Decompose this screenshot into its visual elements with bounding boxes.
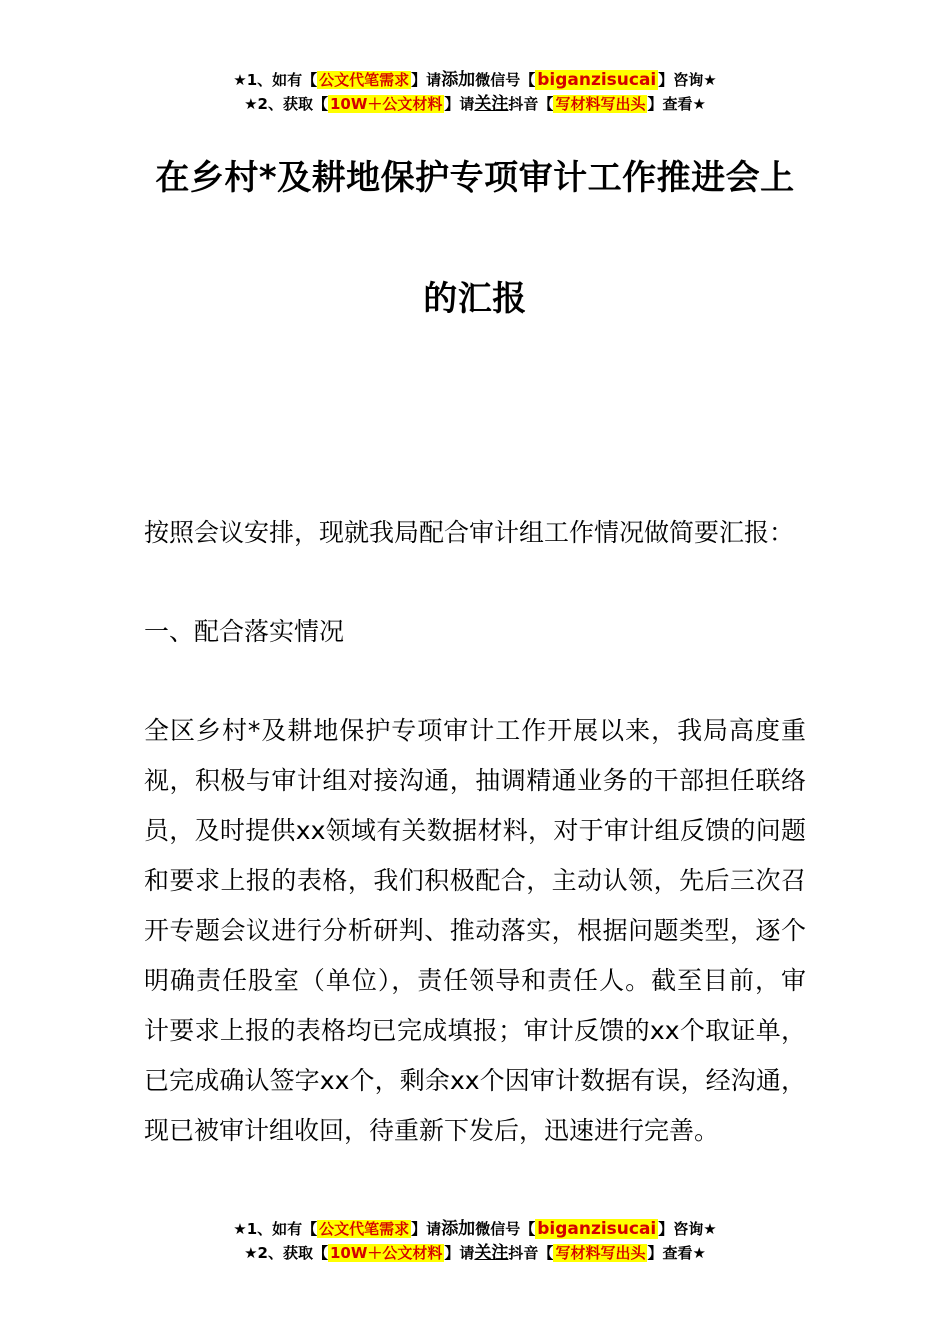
banner-text: 】请 [444, 1244, 475, 1262]
body-paragraph: 全区乡村*及耕地保护专项审计工作开展以来，我局高度重视，积极与审计组对接沟通，抽调精通业务的干部担任联络员，及时提供xx领域有关数据材料，对于审计组反馈的问题和要求上报的表格，我们积极配合，主动认领，先后三次召开专题会议进行分析研判、推动落实，根据问题类型，逐个明确责任股室（单位），责任领导和责任人。截至目前，审计要求上报的表格均已完成填报；审计反馈的xx个取证单，已完成确认签字xx个，剩余xx个因审计数据有误，经沟通，现已被审计组收回，待重新下发后，迅速进行完善。 [144, 716, 806, 1145]
intro-paragraph: 按照会议安排，现就我局配合审计组工作情况做简要汇报： [144, 518, 795, 547]
banner-highlight: 公文代笔需求 [319, 71, 410, 89]
banner-highlight: 10W＋公文材料 [329, 1244, 443, 1262]
banner-highlight: 公文代笔需求 [319, 1220, 410, 1238]
document-title-line-1: 在乡村*及耕地保护专项审计工作推进会上 [155, 158, 795, 198]
banner-highlight: 写材料写出头 [555, 1244, 646, 1262]
banner-text: 】请 [411, 1220, 442, 1238]
header-banner [0, 68, 950, 116]
banner-highlight: 写材料写出头 [555, 95, 646, 113]
banner-text: 】咨询★ [658, 71, 717, 89]
document-title-line-2: 的汇报 [423, 279, 527, 319]
banner-emphasis: 关注 [474, 94, 509, 114]
banner-text: 】查看★ [647, 1244, 706, 1262]
banner-text: 微信号【 [475, 71, 536, 89]
banner-text: 抖音【 [508, 1244, 554, 1262]
footer-banner [0, 1217, 950, 1265]
banner-text: ★2、获取【 [244, 95, 328, 113]
banner-emphasis: 关注 [474, 1243, 509, 1263]
banner-emphasis: 添加 [441, 1219, 476, 1239]
banner-text: ★2、获取【 [244, 1244, 328, 1262]
banner-highlight: 10W＋公文材料 [329, 95, 443, 113]
banner-line-2 [0, 1241, 950, 1265]
banner-text: ★1、如有【 [233, 71, 318, 89]
banner-highlight: biganzisucai [537, 70, 657, 90]
banner-line-1 [0, 1217, 950, 1241]
banner-text: 】咨询★ [658, 1220, 717, 1238]
section-heading: 一、配合落实情况 [144, 617, 345, 646]
banner-text: 抖音【 [508, 95, 554, 113]
banner-emphasis: 添加 [441, 70, 476, 90]
banner-text: 】请 [444, 95, 475, 113]
banner-text: 】请 [411, 71, 442, 89]
banner-line-1 [0, 68, 950, 92]
banner-text: 微信号【 [475, 1220, 536, 1238]
banner-text: ★1、如有【 [233, 1220, 318, 1238]
banner-highlight: biganzisucai [537, 1219, 657, 1239]
banner-text: 】查看★ [647, 95, 706, 113]
banner-line-2 [0, 92, 950, 116]
